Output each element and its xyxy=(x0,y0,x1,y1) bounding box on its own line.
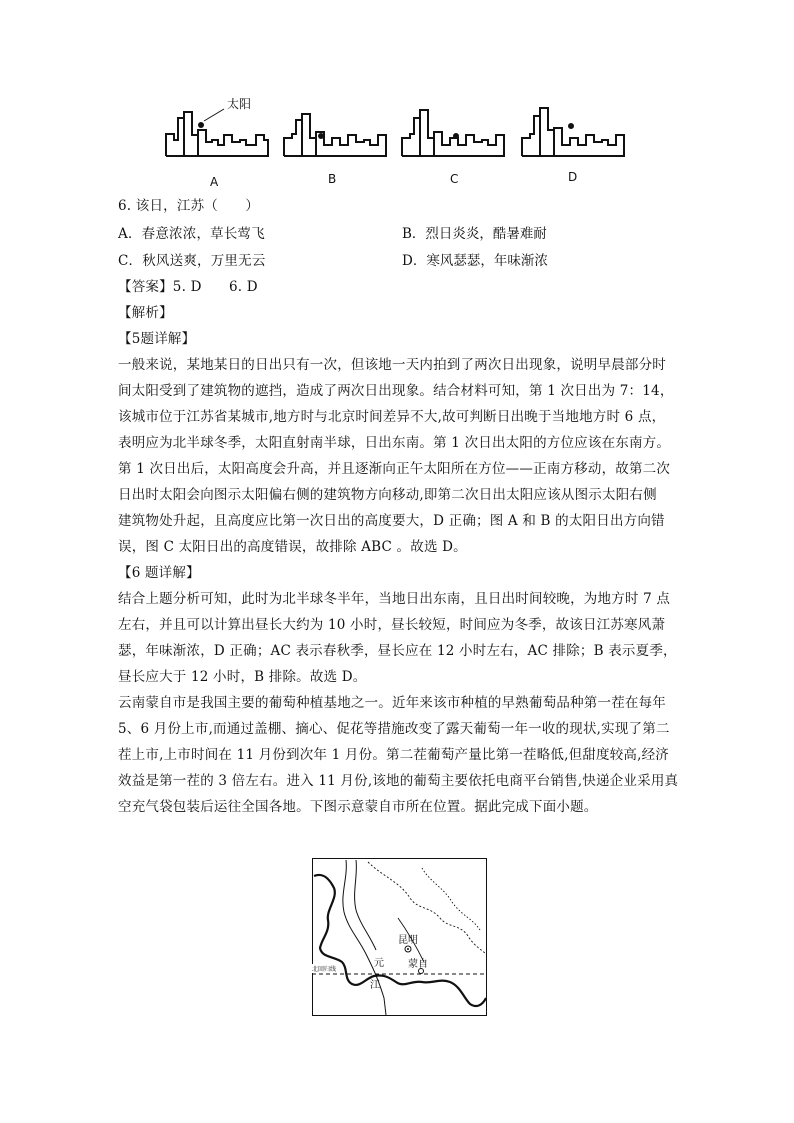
skyline-panel-c xyxy=(400,90,520,190)
passage-line: 空充气袋包装后运往全国各地。下图示意蒙自市所在位置。据此完成下面小题。 xyxy=(118,799,598,815)
passage-line: 茬上市,上市时间在 11 月份到次年 1 月份。第二茬葡萄产量比第一茬略低,但甜度较高,经济 xyxy=(118,747,670,763)
q5-line: 建筑物处升起，且高度应比第一次日出的高度要大，D 正确；图 A 和 B 的太阳日出方向错 xyxy=(118,513,665,529)
option-a: A．春意浓浓，草长莺飞 xyxy=(118,226,265,242)
q6-line: 左右，并且可以计算出昼长大约为 10 小时，昼长较短，时间应为冬季，故该日江苏寒风萧 xyxy=(118,617,666,633)
city-kunming-label: 昆明 xyxy=(398,935,418,946)
river-label-yuan: 元 xyxy=(374,958,384,969)
answer-line: 【答案】5. D 6. D xyxy=(118,279,258,295)
q5-line: 一般来说，某地某日的日出只有一次，但该地一天内拍到了两次日出现象，说明早晨部分时 xyxy=(118,357,666,373)
sun-b xyxy=(318,133,324,139)
option-b: B．烈日炎炎，酷暑难耐 xyxy=(402,226,547,242)
q5-line: 日出时太阳会向图示太阳偏右侧的建筑物方向移动,即第二次日出太阳应该从图示太阳右侧 xyxy=(118,487,657,503)
q5-line: 间太阳受到了建筑物的遮挡，造成了两次日出现象。结合材料可知，第 1 次日出为 7：14， xyxy=(118,383,674,399)
skyline-b-drawing xyxy=(280,90,395,165)
q6-line: 结合上题分析可知，此时为北半球冬半年，当地日出东南，且日出时间较晚，为地方时 7 点 xyxy=(118,591,671,607)
skyline-d-drawing xyxy=(520,90,635,165)
tropic-label: 北回归线 xyxy=(312,966,337,973)
panel-label-a: A xyxy=(210,175,219,189)
sun-c xyxy=(453,133,459,139)
panel-label-c: C xyxy=(450,172,459,186)
q5-line: 表明应为北半球冬季，太阳直射南半球，日出东南。第 1 次日出太阳的方位应该在东南方。 xyxy=(118,435,671,451)
skyline-panel-b xyxy=(280,90,400,190)
question-6-stem: 6. 该日，江苏（ ） xyxy=(118,198,260,214)
skyline-a-drawing xyxy=(160,90,275,165)
analysis-heading: 【解析】 xyxy=(118,305,173,321)
skyline-panel-d xyxy=(520,90,640,190)
passage-line: 云南蒙自市是我国主要的葡萄种植基地之一。近年来该市种植的早熟葡萄品种第一茬在每年 xyxy=(118,695,666,711)
panel-label-d: D xyxy=(568,170,578,184)
skyline-c-drawing xyxy=(400,90,515,165)
city-mengzi-label: 蒙自 xyxy=(408,959,428,970)
q5-line: 误，图 C 太阳日出的高度错误，故排除 ABC 。故选 D。 xyxy=(118,539,467,555)
q6-line: 昼长应大于 12 小时，B 排除。故选 D。 xyxy=(118,669,367,685)
passage-line: 效益是第一茬的 3 倍左右。进入 11 月份,该地的葡萄主要依托电商平台销售,快递企业采用真 xyxy=(118,773,679,789)
q6-line: 瑟，年味渐浓，D 正确；AC 表示春秋季，昼长应在 12 小时左右，AC 排除；B 表示夏季， xyxy=(118,643,677,659)
q6-heading: 【6 题详解】 xyxy=(118,565,200,581)
skyline-panel-a xyxy=(160,90,280,190)
skyline-figure xyxy=(160,90,640,195)
sun-d xyxy=(568,123,574,129)
passage-line: 5、6 月份上市,而通过盖棚、摘心、促花等措施改变了露天葡萄一年一收的现状,实现了第二 xyxy=(118,721,670,737)
sun-a xyxy=(198,122,204,128)
option-d: D．寒风瑟瑟，年味渐浓 xyxy=(402,253,548,269)
location-map xyxy=(312,858,487,1016)
q5-line: 该城市位于江苏省某城市,地方时与北京时间差异不大,故可判断日出晚于当地地方时 6 点， xyxy=(118,409,666,425)
panel-label-b: B xyxy=(328,172,337,186)
river-label-jiang: 江 xyxy=(370,980,380,991)
sun-label: 太阳 xyxy=(227,97,252,111)
q5-line: 第 1 次日出后，太阳高度会升高，并且逐渐向正午太阳所在方位——正南方移动，故第二次 xyxy=(118,461,671,477)
option-c: C．秋风送爽，万里无云 xyxy=(118,253,266,269)
q5-heading: 【5题详解】 xyxy=(118,331,196,347)
